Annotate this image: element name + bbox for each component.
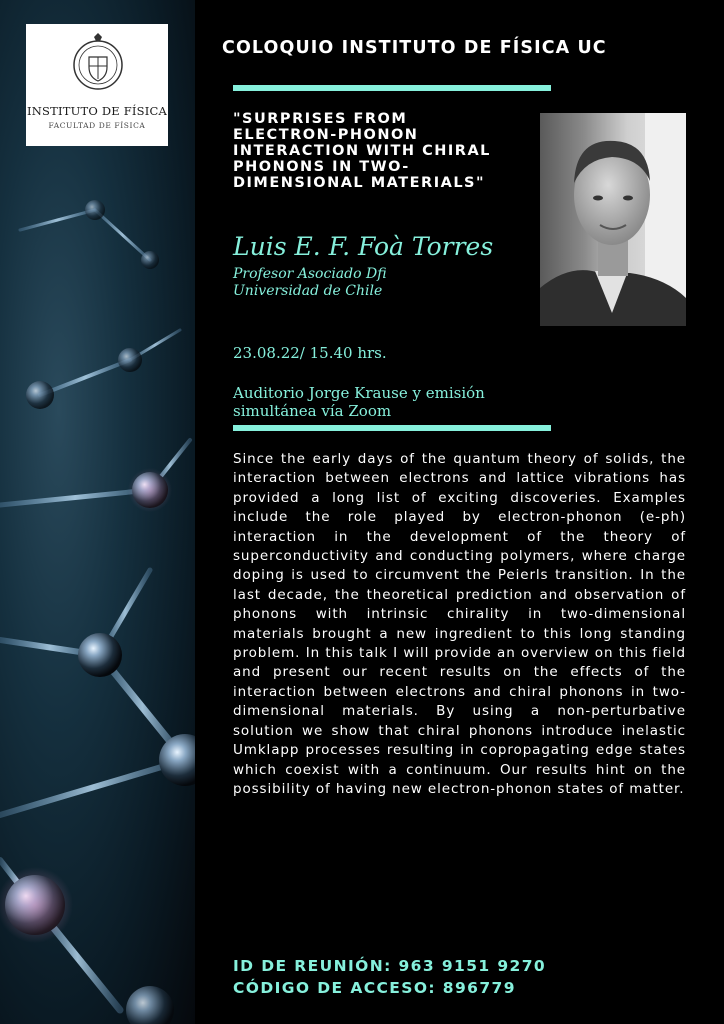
molecule-illustration (0, 0, 195, 1024)
logo-faculty-name: FACULTAD DE FÍSICA (48, 121, 146, 130)
talk-title-line: ELECTRON-PHONON (233, 127, 419, 143)
event-venue (233, 384, 553, 420)
talk-title-line: PHONONS IN TWO- (233, 159, 410, 175)
page-title: COLOQUIO INSTITUTO DE FÍSICA UC (222, 38, 607, 58)
logo-institute-name: INSTITUTO DE FÍSICA (27, 104, 167, 118)
speaker-institution: Universidad de Chile (233, 283, 383, 299)
speaker-name: Luis E. F. Foà Torres (233, 232, 494, 261)
venue-line: Auditorio Jorge Krause y emisión (233, 384, 485, 402)
zoom-access-code: CÓDIGO DE ACCESO: 896779 (233, 979, 516, 997)
abstract-text: Since the early days of the quantum theory of solids, the interaction between electrons and lattice vibrations has provided a long list of exciting discoveries. Examples include the role played by electron-phonon (e-ph) interaction in the development of the theory of superconductivity and conducting polymers, where charge doping is used to circumvent the Peierls transition. In the last decade, the theoretical prediction and observation of phonons with intrinsic chirality in two-dimensional materials brought a new ingredient to this long standing problem. In this talk I will provide an overview on this field and present our recent results on the effects of the interaction between electrons and chiral phonons in two-dimensional materials. By using a non-perturbative solution we show that chiral phonons introduce inelastic Umklapp processes resulting in copropagating edge states which coexist with a continuum. Our results hint on the possibility of having new electron-phonon states of matter. (233, 451, 686, 797)
institute-logo (26, 24, 168, 146)
talk-title-line: "SURPRISES FROM (233, 111, 408, 127)
divider-bottom (233, 425, 551, 431)
speaker-affiliation (233, 266, 387, 300)
talk-title-line: DIMENSIONAL MATERIALS" (233, 175, 486, 191)
zoom-meeting-id: ID DE REUNIÓN: 963 9151 9270 (233, 957, 547, 975)
speaker-position: Profesor Asociado Dfi (233, 266, 387, 282)
talk-title (233, 111, 525, 191)
molecular-network-image (0, 0, 195, 1024)
venue-line: simultánea vía Zoom (233, 402, 392, 420)
talk-title-line: INTERACTION WITH CHIRAL (233, 143, 491, 159)
university-seal-icon (72, 32, 124, 92)
speaker-portrait-image (540, 113, 686, 326)
divider-top (233, 85, 551, 91)
speaker-photo (540, 113, 686, 326)
event-date-time: 23.08.22/ 15.40 hrs. (233, 344, 387, 362)
